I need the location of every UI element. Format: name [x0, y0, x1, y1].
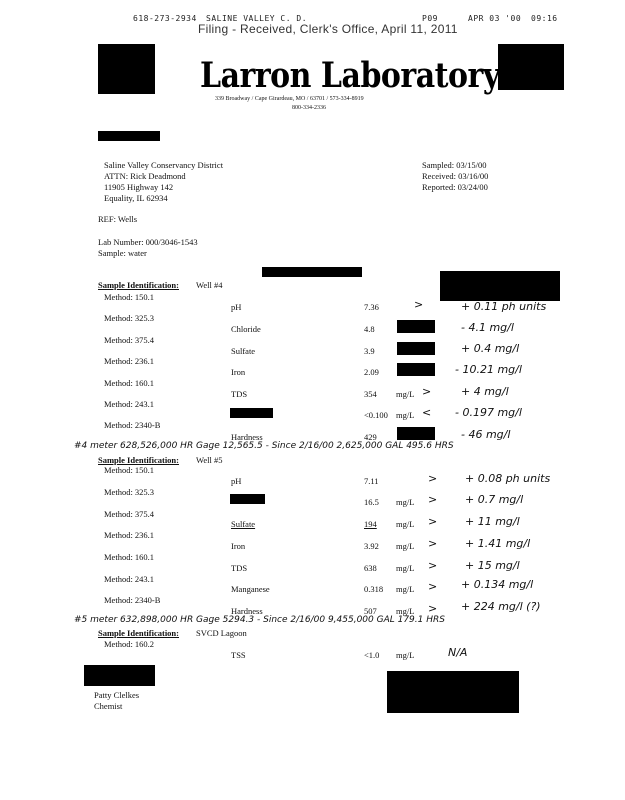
analyte-name: Hardness [231, 606, 263, 616]
analyte-value: 194 [364, 519, 377, 529]
method-label: Method: 2340-B [104, 420, 161, 430]
analyte-unit: mg/L [396, 519, 415, 529]
reference: REF: Wells [98, 214, 138, 224]
comparison-symbol: > [428, 559, 438, 572]
lab-logo-title: Larron Laboratory [200, 56, 500, 97]
comparison-symbol: > [414, 298, 424, 311]
analyte-unit: mg/L [396, 497, 415, 507]
handwritten-note: + 0.11 ph units [461, 300, 547, 313]
handwritten-note: + 15 mg/l [465, 559, 520, 572]
method-label: Method: 160.1 [104, 552, 155, 562]
method-label: Method: 325.3 [104, 487, 155, 497]
redaction-block [84, 665, 155, 686]
analyte-unit: mg/L [396, 584, 415, 594]
method-label: Method: 325.3 [104, 313, 155, 323]
method-label: Method: 2340-B [104, 595, 161, 605]
handwritten-note: + 0.7 mg/l [465, 493, 524, 506]
analyte-name: TSS [231, 650, 246, 660]
comparison-symbol: > [428, 537, 438, 550]
analyte-value: 0.318 [364, 584, 384, 594]
recipient-attn: ATTN: Rick Deadmond [104, 171, 186, 181]
section3-value: SVCD Lagoon [196, 628, 247, 638]
analyte-name: Sulfate [231, 346, 256, 356]
fax-sender: SALINE VALLEY C. D. [206, 14, 308, 23]
method-label: Method: 160.1 [104, 378, 155, 388]
handwritten-note: - 4.1 mg/l [461, 321, 514, 334]
meter-reading-well4: #4 meter 628,526,000 HR Gage 12,565.5 - Since 2/16/00 2,625,000 GAL 495.6 HRS [74, 441, 454, 451]
comparison-symbol: > [428, 493, 438, 506]
redaction-block [397, 363, 435, 376]
section1-value: Well #4 [196, 280, 223, 290]
analyte-value: 429 [364, 432, 377, 442]
analyte-value: 3.92 [364, 541, 379, 551]
lab-address: 339 Broadway / Cape Girardeau, MO / 63701 / 573-334-8919 [215, 96, 364, 102]
recipient-org: Saline Valley Conservancy District [104, 160, 224, 170]
section1-label: Sample Identification: [98, 280, 179, 290]
meter-reading-well5: #5 meter 632,898,000 HR Gage 5294.3 - Since 2/16/00 9,455,000 GAL 179.1 HRS [74, 615, 445, 625]
analyte-name: Sulfate [231, 519, 256, 529]
method-label: Method: 150.1 [104, 465, 155, 475]
handwritten-note: + 4 mg/l [461, 385, 509, 398]
analyte-unit: mg/L [396, 541, 415, 551]
redaction-block [98, 131, 160, 141]
signer-title: Chemist [94, 701, 123, 711]
analyte-unit: mg/L [396, 563, 415, 573]
method-label: Method: 243.1 [104, 399, 155, 409]
redaction-block [230, 494, 265, 504]
handwritten-note: - 10.21 mg/l [455, 363, 522, 376]
redaction-block [498, 44, 564, 90]
analyte-value: <1.0 [364, 650, 380, 660]
handwritten-note: + 0.08 ph units [465, 472, 551, 485]
comparison-symbol: < [422, 406, 432, 419]
analyte-name: TDS [231, 563, 248, 573]
sample-type: Sample: water [98, 248, 147, 258]
section2-label: Sample Identification: [98, 455, 179, 465]
method-label: Method: 375.4 [104, 509, 155, 519]
comparison-symbol: > [428, 580, 438, 593]
analyte-value: 2.09 [364, 367, 379, 377]
handwritten-note: - 46 mg/l [461, 428, 511, 441]
analyte-value: 7.11 [364, 476, 379, 486]
analyte-value: 16.5 [364, 497, 379, 507]
fax-page: P09 [422, 14, 438, 23]
redaction-block [262, 267, 362, 277]
handwritten-note: + 1.41 mg/l [465, 537, 531, 550]
method-label: Method: 160.2 [104, 639, 155, 649]
analyte-unit: mg/L [396, 389, 415, 399]
signer-name: Patty Clelkes [94, 690, 140, 700]
handwritten-note: + 0.4 mg/l [461, 342, 520, 355]
fax-time: 09:16 [531, 14, 558, 23]
method-label: Method: 236.1 [104, 356, 155, 366]
handwritten-note: - 0.197 mg/l [455, 406, 522, 419]
redaction-block [397, 427, 435, 440]
analyte-name: Chloride [231, 324, 261, 334]
redaction-block [440, 271, 560, 301]
analyte-value: <0.100 [364, 410, 388, 420]
redaction-block [397, 320, 435, 333]
handwritten-note: + 224 mg/l (?) [461, 600, 541, 613]
analyte-value: 354 [364, 389, 377, 399]
handwritten-note: + 11 mg/l [465, 515, 520, 528]
received-date: Received: 03/16/00 [422, 171, 489, 181]
redaction-block [387, 671, 519, 713]
section3-label: Sample Identification: [98, 628, 179, 638]
method-label: Method: 236.1 [104, 530, 155, 540]
analyte-value: 7.36 [364, 302, 379, 312]
method-label: Method: 375.4 [104, 335, 155, 345]
analyte-name: pH [231, 302, 242, 312]
analyte-name: Iron [231, 367, 246, 377]
analyte-name: pH [231, 476, 242, 486]
recipient-street: 11905 Highway 142 [104, 182, 174, 192]
method-label: Method: 243.1 [104, 574, 155, 584]
fax-phone: 618-273-2934 [133, 14, 197, 23]
handwritten-note: N/A [448, 646, 468, 659]
comparison-symbol: > [428, 515, 438, 528]
filing-stamp: Filing - Received, Clerk's Office, April 11, 2011 [198, 22, 458, 36]
comparison-symbol: > [428, 602, 438, 615]
redaction-block [230, 408, 273, 418]
analyte-name: Hardness [231, 432, 263, 442]
lab-fax: 800-334-2336 [292, 105, 326, 111]
sampled-date: Sampled: 03/15/00 [422, 160, 487, 170]
reported-date: Reported: 03/24/00 [422, 182, 488, 192]
analyte-unit: mg/L [396, 650, 415, 660]
analyte-value: 3.9 [364, 346, 375, 356]
redaction-block [98, 44, 155, 94]
analyte-name: TDS [231, 389, 248, 399]
recipient-city: Equality, IL 62934 [104, 193, 168, 203]
method-label: Method: 150.1 [104, 292, 155, 302]
section2-value: Well #5 [196, 455, 223, 465]
analyte-name: Iron [231, 541, 246, 551]
analyte-unit: mg/L [396, 606, 415, 616]
analyte-value: 638 [364, 563, 377, 573]
lab-number: Lab Number: 000/3046-1543 [98, 237, 198, 247]
handwritten-note: + 0.134 mg/l [461, 578, 534, 591]
analyte-value: 4.8 [364, 324, 375, 334]
redaction-block [397, 342, 435, 355]
analyte-unit: mg/L [396, 410, 415, 420]
comparison-symbol: > [428, 472, 438, 485]
analyte-value: 507 [364, 606, 377, 616]
analyte-name: Manganese [231, 584, 270, 594]
comparison-symbol: > [422, 385, 432, 398]
fax-date: APR 03 '00 [468, 14, 522, 23]
